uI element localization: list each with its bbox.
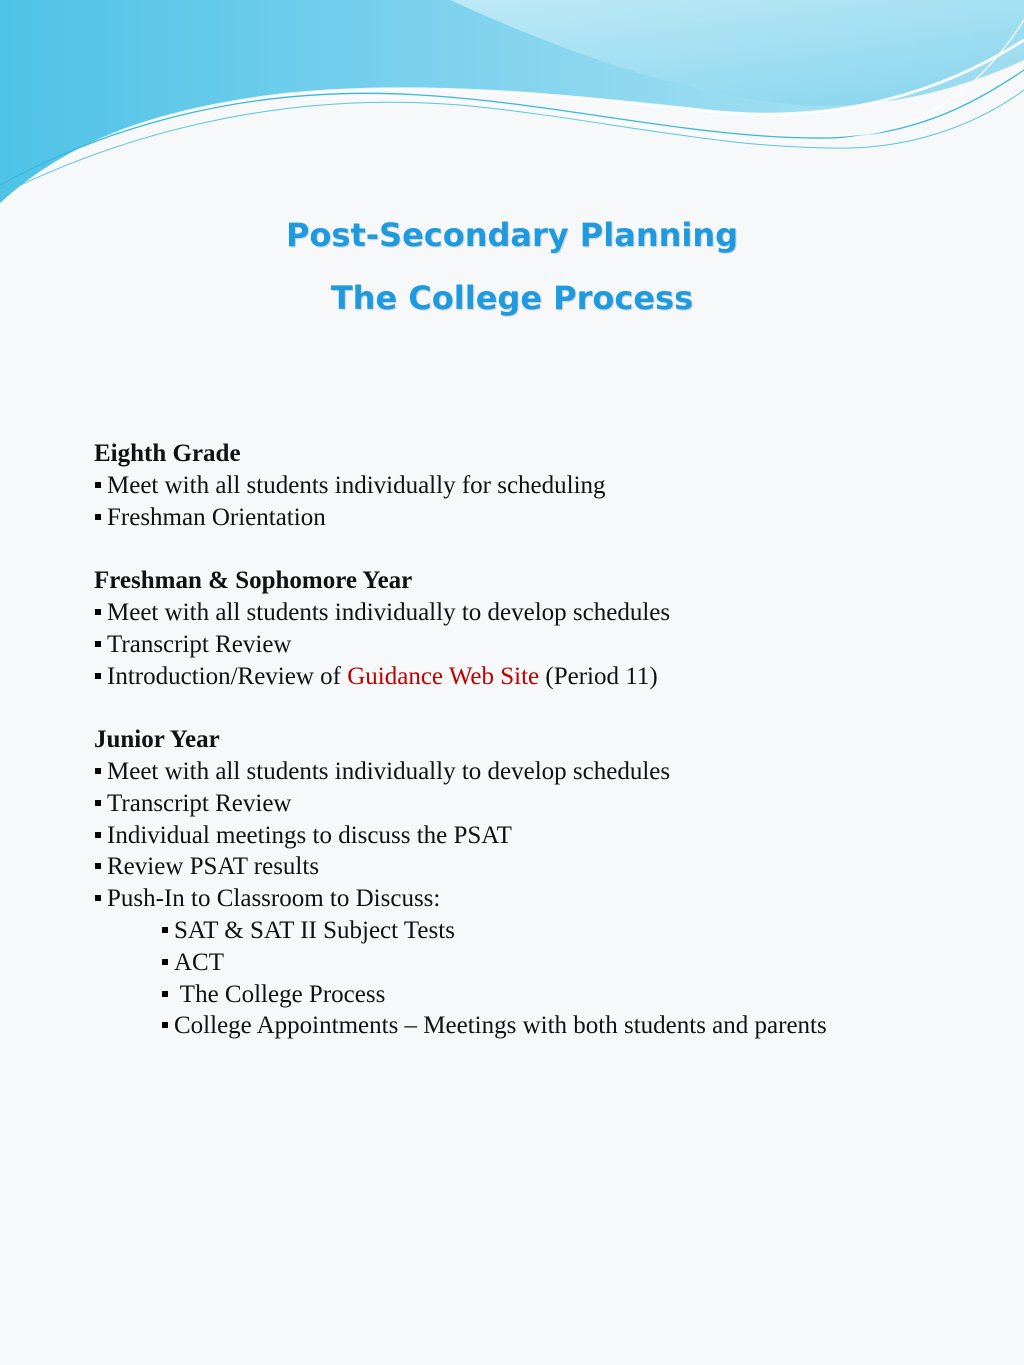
- square-bullet-icon: [95, 514, 101, 520]
- square-bullet-icon: [95, 863, 101, 869]
- square-bullet-icon: [95, 482, 101, 488]
- header-wave-decoration: [0, 0, 1024, 210]
- list-item: Freshman Orientation: [94, 502, 994, 534]
- sub-list-item: ACT: [94, 947, 994, 979]
- square-bullet-icon: [95, 673, 101, 679]
- sub-list-item: SAT & SAT II Subject Tests: [94, 915, 994, 947]
- square-bullet-icon: [162, 959, 168, 965]
- list-item: Individual meetings to discuss the PSAT: [94, 820, 994, 852]
- square-bullet-icon: [95, 800, 101, 806]
- list-item: Transcript Review: [94, 788, 994, 820]
- square-bullet-icon: [162, 1022, 168, 1028]
- list-item: Meet with all students individually for scheduling: [94, 470, 994, 502]
- content-body: [94, 438, 994, 1042]
- list-item: Push-In to Classroom to Discuss:: [94, 883, 994, 915]
- page-title: Post-Secondary Planning: [285, 216, 739, 254]
- sub-list-item: The College Process: [94, 979, 994, 1011]
- section-heading-freshman-sophomore: Freshman & Sophomore Year: [94, 567, 413, 595]
- square-bullet-icon: [162, 927, 168, 933]
- square-bullet-icon: [95, 641, 101, 647]
- square-bullet-icon: [95, 895, 101, 901]
- section-heading-eighth-grade: Eighth Grade: [94, 440, 241, 467]
- list-item: Introduction/Review of Guidance Web Site (Period 11): [94, 661, 994, 693]
- square-bullet-icon: [95, 609, 101, 615]
- page-subtitle: The College Process: [330, 279, 694, 317]
- guidance-web-site-link[interactable]: Guidance Web Site: [347, 662, 540, 690]
- list-item: Meet with all students individually to develop schedules: [94, 756, 994, 788]
- square-bullet-icon: [95, 768, 101, 774]
- square-bullet-icon: [95, 832, 101, 838]
- list-item: Transcript Review: [94, 629, 994, 661]
- section-heading-junior-year: Junior Year: [94, 726, 220, 754]
- list-item: Review PSAT results: [94, 851, 994, 883]
- list-item: Meet with all students individually to develop schedules: [94, 597, 994, 629]
- square-bullet-icon: [162, 991, 168, 997]
- sub-list-item: College Appointments – Meetings with both students and parents: [94, 1010, 994, 1042]
